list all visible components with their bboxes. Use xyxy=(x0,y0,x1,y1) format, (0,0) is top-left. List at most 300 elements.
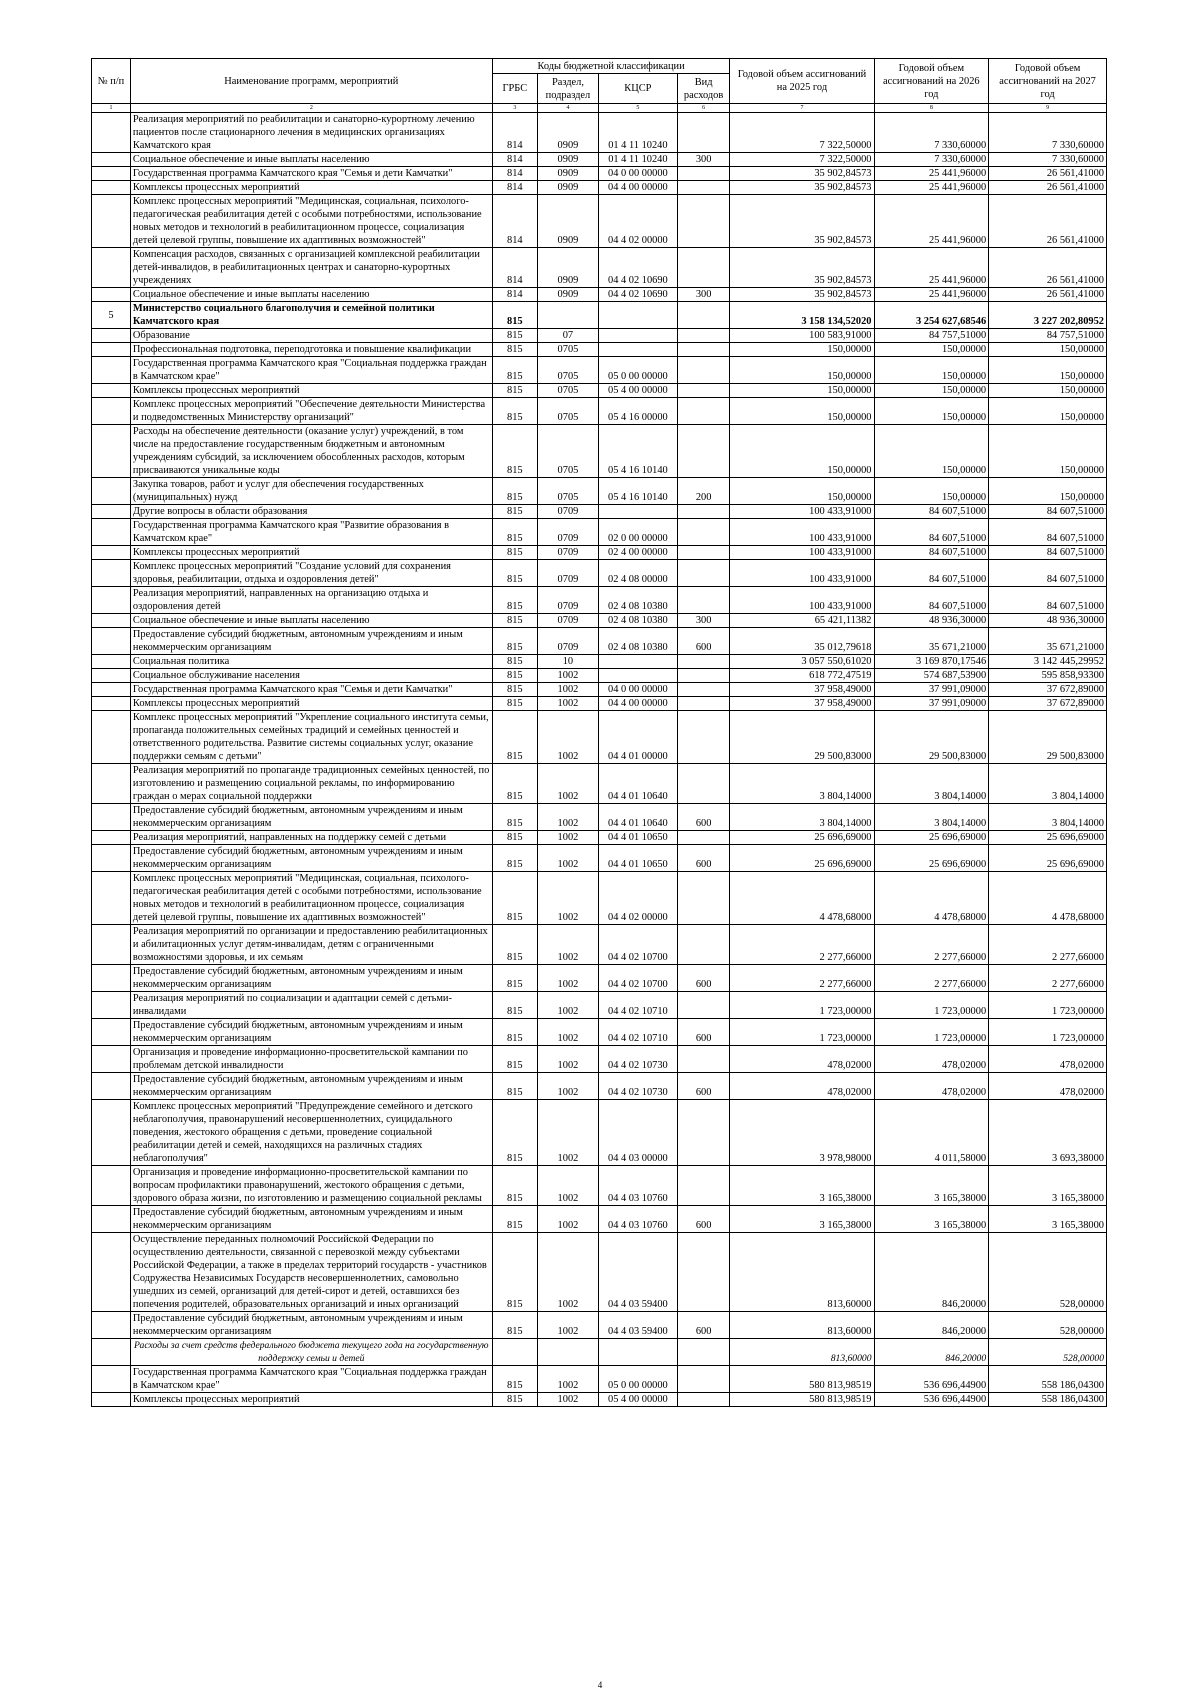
amount-2025: 7 322,50000 xyxy=(730,153,874,167)
amount-2027: 84 607,51000 xyxy=(989,587,1107,614)
item-name: Реализация мероприятий, направленных на поддержку семей с детьми xyxy=(130,831,492,845)
kcsr-code: 01 4 11 10240 xyxy=(598,153,677,167)
razdel-code: 1002 xyxy=(537,831,598,845)
kcsr-code: 05 4 16 00000 xyxy=(598,398,677,425)
razdel-code: 1002 xyxy=(537,669,598,683)
budget-table xyxy=(91,58,1107,1407)
razdel-code: 0705 xyxy=(537,384,598,398)
grbs-code: 815 xyxy=(492,329,537,343)
row-number xyxy=(92,519,131,546)
row-number xyxy=(92,288,131,302)
index-cell: 3 xyxy=(492,104,537,113)
row-number xyxy=(92,1100,131,1166)
vid-code xyxy=(677,560,730,587)
amount-2025: 7 322,50000 xyxy=(730,113,874,153)
kcsr-code: 04 4 01 10640 xyxy=(598,764,677,804)
kcsr-code: 02 4 08 10380 xyxy=(598,628,677,655)
kcsr-code: 05 0 00 00000 xyxy=(598,357,677,384)
table-row xyxy=(92,357,1107,384)
kcsr-code: 04 4 02 00000 xyxy=(598,195,677,248)
amount-2025: 150,00000 xyxy=(730,343,874,357)
amount-2027: 150,00000 xyxy=(989,384,1107,398)
amount-2026: 2 277,66000 xyxy=(874,965,989,992)
amount-2027: 25 696,69000 xyxy=(989,845,1107,872)
razdel-code: 1002 xyxy=(537,965,598,992)
vid-code xyxy=(677,1393,730,1407)
razdel-code: 0709 xyxy=(537,546,598,560)
item-name: Расходы на обеспечение деятельности (оказание услуг) учреждений, в том числе на предоставление государственным бюджетным и автономным учреждениям субсидий, за исключением обособленных расходов, которым присваиваются уникальные коды xyxy=(130,425,492,478)
amount-2026: 574 687,53900 xyxy=(874,669,989,683)
amount-2026: 84 757,51000 xyxy=(874,329,989,343)
item-name: Профессиональная подготовка, переподготовка и повышение квалификации xyxy=(130,343,492,357)
row-number xyxy=(92,1073,131,1100)
table-row xyxy=(92,628,1107,655)
amount-2025: 150,00000 xyxy=(730,425,874,478)
item-name: Предоставление субсидий бюджетным, автономным учреждениям и иным некоммерческим организациям xyxy=(130,1312,492,1339)
item-name: Комплекс процессных мероприятий "Укрепление социального института семьи, пропаганда положительных семейных традиций и семейных ценностей и ответственного родительства. Развитие системы социальных услуг, оказание поддержки семьям с детьми" xyxy=(130,711,492,764)
table-row xyxy=(92,248,1107,288)
table-row xyxy=(92,546,1107,560)
kcsr-code xyxy=(598,329,677,343)
row-number xyxy=(92,505,131,519)
item-name: Реализация мероприятий по пропаганде традиционных семейных ценностей, по изготовлению и размещению социальной рекламы, по информированию граждан о мерах социальной поддержки xyxy=(130,764,492,804)
vid-code: 600 xyxy=(677,1019,730,1046)
column-index-row xyxy=(92,104,1107,113)
kcsr-code xyxy=(598,655,677,669)
item-name: Осуществление переданных полномочий Российской Федерации по осуществлению деятельности, связанной с перевозкой между субъектами Российской Федерации, а также в пределах территорий государств - участников Содружества Независимых Государств несовершеннолетних, самовольно ушедших из семей, организаций для детей-сирот и детей, оставшихся без попечения родителей, образовательных организаций и иных организаций xyxy=(130,1233,492,1312)
kcsr-code: 04 0 00 00000 xyxy=(598,167,677,181)
grbs-code: 815 xyxy=(492,872,537,925)
amount-2027: 595 858,93300 xyxy=(989,669,1107,683)
amount-2025: 150,00000 xyxy=(730,357,874,384)
amount-2025: 3 165,38000 xyxy=(730,1166,874,1206)
row-number xyxy=(92,845,131,872)
amount-2027: 26 561,41000 xyxy=(989,195,1107,248)
table-row xyxy=(92,288,1107,302)
table-row xyxy=(92,711,1107,764)
grbs-code: 814 xyxy=(492,248,537,288)
amount-2026: 7 330,60000 xyxy=(874,113,989,153)
amount-2026: 25 441,96000 xyxy=(874,288,989,302)
table-row xyxy=(92,384,1107,398)
vid-code: 600 xyxy=(677,1312,730,1339)
amount-2027: 84 607,51000 xyxy=(989,560,1107,587)
grbs-code: 815 xyxy=(492,965,537,992)
item-name: Реализация мероприятий по реабилитации и санаторно-курортному лечению пациентов после стационарного лечения в медицинских организациях Камчатского края xyxy=(130,113,492,153)
table-row xyxy=(92,519,1107,546)
amount-2027: 26 561,41000 xyxy=(989,181,1107,195)
vid-code: 600 xyxy=(677,804,730,831)
table-row xyxy=(92,398,1107,425)
amount-2026: 150,00000 xyxy=(874,357,989,384)
amount-2025: 35 902,84573 xyxy=(730,195,874,248)
kcsr-code: 04 4 02 10730 xyxy=(598,1046,677,1073)
kcsr-code: 05 4 00 00000 xyxy=(598,384,677,398)
table-row xyxy=(92,872,1107,925)
amount-2027: 150,00000 xyxy=(989,425,1107,478)
vid-code xyxy=(677,425,730,478)
kcsr-code: 04 4 02 10710 xyxy=(598,1019,677,1046)
vid-code xyxy=(677,384,730,398)
row-number xyxy=(92,628,131,655)
item-name: Предоставление субсидий бюджетным, автономным учреждениям и иным некоммерческим организациям xyxy=(130,845,492,872)
row-number xyxy=(92,384,131,398)
amount-2025: 2 277,66000 xyxy=(730,965,874,992)
amount-2027: 528,00000 xyxy=(989,1233,1107,1312)
vid-code xyxy=(677,831,730,845)
vid-code: 300 xyxy=(677,153,730,167)
vid-code xyxy=(677,181,730,195)
kcsr-code: 04 4 03 59400 xyxy=(598,1312,677,1339)
budget-sheet xyxy=(91,58,1107,1407)
item-name: Предоставление субсидий бюджетным, автономным учреждениям и иным некоммерческим организациям xyxy=(130,628,492,655)
row-number xyxy=(92,546,131,560)
table-body xyxy=(92,113,1107,1407)
index-cell: 7 xyxy=(730,104,874,113)
amount-2026: 478,02000 xyxy=(874,1073,989,1100)
row-number xyxy=(92,925,131,965)
amount-2026: 150,00000 xyxy=(874,398,989,425)
row-number xyxy=(92,965,131,992)
row-number xyxy=(92,992,131,1019)
kcsr-code: 05 4 16 10140 xyxy=(598,425,677,478)
amount-2026: 150,00000 xyxy=(874,425,989,478)
amount-2027: 3 165,38000 xyxy=(989,1206,1107,1233)
table-row xyxy=(92,655,1107,669)
row-number xyxy=(92,683,131,697)
kcsr-code: 04 0 00 00000 xyxy=(598,683,677,697)
razdel-code: 0709 xyxy=(537,587,598,614)
item-name: Комплексы процессных мероприятий xyxy=(130,181,492,195)
grbs-code: 815 xyxy=(492,711,537,764)
vid-code: 200 xyxy=(677,478,730,505)
item-name: Организация и проведение информационно-просветительской кампании по вопросам профилактики правонарушений, жестокого обращения с детьми, здорового образа жизни, по изготовлению и размещению социальной рекламы xyxy=(130,1166,492,1206)
vid-code xyxy=(677,711,730,764)
amount-2025: 580 813,98519 xyxy=(730,1366,874,1393)
row-number xyxy=(92,697,131,711)
razdel-code: 1002 xyxy=(537,845,598,872)
grbs-code: 814 xyxy=(492,288,537,302)
amount-2026: 478,02000 xyxy=(874,1046,989,1073)
row-number xyxy=(92,181,131,195)
razdel-code: 0909 xyxy=(537,195,598,248)
item-name: Образование xyxy=(130,329,492,343)
table-row xyxy=(92,1073,1107,1100)
amount-2025: 580 813,98519 xyxy=(730,1393,874,1407)
kcsr-code xyxy=(598,1339,677,1366)
table-row xyxy=(92,804,1107,831)
grbs-code: 814 xyxy=(492,113,537,153)
col-name-header: Наименование программ, мероприятий xyxy=(130,59,492,104)
item-name: Министерство социального благополучия и семейной политики Камчатского края xyxy=(130,302,492,329)
amount-2026: 1 723,00000 xyxy=(874,992,989,1019)
kcsr-code: 04 4 02 10700 xyxy=(598,965,677,992)
row-number xyxy=(92,1206,131,1233)
grbs-code: 815 xyxy=(492,343,537,357)
vid-code xyxy=(677,505,730,519)
row-number xyxy=(92,1393,131,1407)
index-cell: 2 xyxy=(130,104,492,113)
grbs-code: 815 xyxy=(492,628,537,655)
table-row xyxy=(92,113,1107,153)
amount-2025: 100 433,91000 xyxy=(730,519,874,546)
item-name: Государственная программа Камчатского края "Семья и дети Камчатки" xyxy=(130,683,492,697)
amount-2027: 7 330,60000 xyxy=(989,113,1107,153)
kcsr-code: 04 4 03 10760 xyxy=(598,1166,677,1206)
razdel-code: 0709 xyxy=(537,505,598,519)
header-row-1 xyxy=(92,59,1107,74)
amount-2026: 150,00000 xyxy=(874,343,989,357)
grbs-code: 815 xyxy=(492,1166,537,1206)
item-name: Комплекс процессных мероприятий "Медицинская, социальная, психолого-педагогическая реабилитация детей с особыми потребностями, использование новых методов и технологий в реабилитационном процессе, социализация детей целевой группы, повышение их адаптивных возможностей" xyxy=(130,195,492,248)
amount-2027: 558 186,04300 xyxy=(989,1366,1107,1393)
page-number: 4 xyxy=(597,1680,603,1690)
razdel-code: 1002 xyxy=(537,1366,598,1393)
grbs-code: 815 xyxy=(492,1046,537,1073)
amount-2027: 150,00000 xyxy=(989,357,1107,384)
amount-2025: 100 433,91000 xyxy=(730,587,874,614)
item-name: Государственная программа Камчатского края "Развитие образования в Камчатском крае" xyxy=(130,519,492,546)
row-number xyxy=(92,343,131,357)
index-cell: 9 xyxy=(989,104,1107,113)
razdel-code: 1002 xyxy=(537,1166,598,1206)
col-2026-header: Годовой объем ассигнований на 2026 год xyxy=(874,59,989,104)
row-number xyxy=(92,1339,131,1366)
kcsr-code: 02 4 08 10380 xyxy=(598,614,677,628)
grbs-code: 815 xyxy=(492,398,537,425)
amount-2025: 2 277,66000 xyxy=(730,925,874,965)
row-number xyxy=(92,560,131,587)
amount-2027: 4 478,68000 xyxy=(989,872,1107,925)
vid-code xyxy=(677,587,730,614)
row-number xyxy=(92,357,131,384)
vid-code xyxy=(677,1339,730,1366)
amount-2026: 84 607,51000 xyxy=(874,587,989,614)
kcsr-code: 04 4 01 10650 xyxy=(598,831,677,845)
razdel-code xyxy=(537,1339,598,1366)
row-number xyxy=(92,804,131,831)
amount-2025: 813,60000 xyxy=(730,1312,874,1339)
amount-2026: 37 991,09000 xyxy=(874,697,989,711)
row-number xyxy=(92,1046,131,1073)
table-row xyxy=(92,302,1107,329)
amount-2025: 813,60000 xyxy=(730,1233,874,1312)
amount-2025: 3 158 134,52020 xyxy=(730,302,874,329)
amount-2025: 100 433,91000 xyxy=(730,560,874,587)
kcsr-code: 04 4 02 10690 xyxy=(598,248,677,288)
amount-2026: 3 165,38000 xyxy=(874,1166,989,1206)
item-name: Предоставление субсидий бюджетным, автономным учреждениям и иным некоммерческим организациям xyxy=(130,965,492,992)
amount-2026: 84 607,51000 xyxy=(874,519,989,546)
vid-code: 300 xyxy=(677,288,730,302)
row-number xyxy=(92,113,131,153)
razdel-code: 1002 xyxy=(537,1073,598,1100)
item-name: Другие вопросы в области образования xyxy=(130,505,492,519)
amount-2027: 3 693,38000 xyxy=(989,1100,1107,1166)
row-number xyxy=(92,425,131,478)
amount-2026: 7 330,60000 xyxy=(874,153,989,167)
amount-2026: 25 696,69000 xyxy=(874,831,989,845)
amount-2027: 150,00000 xyxy=(989,398,1107,425)
grbs-code: 815 xyxy=(492,1312,537,1339)
kcsr-code: 04 4 01 10650 xyxy=(598,845,677,872)
kcsr-code: 04 4 00 00000 xyxy=(598,697,677,711)
row-number xyxy=(92,1019,131,1046)
vid-code xyxy=(677,195,730,248)
kcsr-code: 01 4 11 10240 xyxy=(598,113,677,153)
amount-2027: 26 561,41000 xyxy=(989,167,1107,181)
row-number xyxy=(92,478,131,505)
grbs-code: 814 xyxy=(492,153,537,167)
table-row xyxy=(92,697,1107,711)
grbs-code: 815 xyxy=(492,519,537,546)
row-number xyxy=(92,711,131,764)
kcsr-code: 05 0 00 00000 xyxy=(598,1366,677,1393)
item-name: Предоставление субсидий бюджетным, автономным учреждениям и иным некоммерческим организациям xyxy=(130,1206,492,1233)
item-name: Закупка товаров, работ и услуг для обеспечения государственных (муниципальных) нужд xyxy=(130,478,492,505)
item-name: Предоставление субсидий бюджетным, автономным учреждениям и иным некоммерческим организациям xyxy=(130,804,492,831)
vid-code xyxy=(677,113,730,153)
grbs-code: 815 xyxy=(492,614,537,628)
grbs-code: 815 xyxy=(492,764,537,804)
index-cell: 4 xyxy=(537,104,598,113)
razdel-code: 0709 xyxy=(537,560,598,587)
grbs-code: 815 xyxy=(492,587,537,614)
table-row xyxy=(92,505,1107,519)
amount-2027: 84 757,51000 xyxy=(989,329,1107,343)
vid-code xyxy=(677,329,730,343)
amount-2025: 150,00000 xyxy=(730,398,874,425)
razdel-code: 10 xyxy=(537,655,598,669)
table-row xyxy=(92,1019,1107,1046)
table-row xyxy=(92,587,1107,614)
grbs-code: 815 xyxy=(492,1393,537,1407)
grbs-code: 815 xyxy=(492,560,537,587)
amount-2027: 37 672,89000 xyxy=(989,683,1107,697)
index-cell: 5 xyxy=(598,104,677,113)
kcsr-code: 04 4 03 00000 xyxy=(598,1100,677,1166)
item-name: Комплексы процессных мероприятий xyxy=(130,384,492,398)
kcsr-code: 05 4 16 10140 xyxy=(598,478,677,505)
amount-2027: 2 277,66000 xyxy=(989,965,1107,992)
item-name: Комплекс процессных мероприятий "Предупреждение семейного и детского неблагополучия, правонарушений несовершеннолетних, суицидального поведения, жестокого обращения с детьми, проведение социальной реабилитации детей и семей, находящихся на различных стадиях неблагополучия" xyxy=(130,1100,492,1166)
vid-code xyxy=(677,302,730,329)
amount-2027: 1 723,00000 xyxy=(989,1019,1107,1046)
amount-2025: 35 902,84573 xyxy=(730,288,874,302)
razdel-code: 1002 xyxy=(537,764,598,804)
amount-2026: 84 607,51000 xyxy=(874,546,989,560)
amount-2027: 528,00000 xyxy=(989,1339,1107,1366)
amount-2026: 25 441,96000 xyxy=(874,167,989,181)
amount-2025: 100 433,91000 xyxy=(730,505,874,519)
amount-2027: 528,00000 xyxy=(989,1312,1107,1339)
item-name: Реализация мероприятий по социализации и адаптации семей с детьми-инвалидами xyxy=(130,992,492,1019)
razdel-code: 1002 xyxy=(537,683,598,697)
item-name: Реализация мероприятий по организации и предоставлению реабилитационных и абилитационных услуг детям-инвалидам, детям с ограниченными возможностями здоровья, и их семьям xyxy=(130,925,492,965)
grbs-code: 815 xyxy=(492,302,537,329)
table-row xyxy=(92,845,1107,872)
item-name: Предоставление субсидий бюджетным, автономным учреждениям и иным некоммерческим организациям xyxy=(130,1073,492,1100)
vid-code xyxy=(677,357,730,384)
row-number xyxy=(92,831,131,845)
vid-code xyxy=(677,248,730,288)
vid-code: 600 xyxy=(677,1206,730,1233)
amount-2027: 150,00000 xyxy=(989,478,1107,505)
amount-2027: 3 804,14000 xyxy=(989,804,1107,831)
amount-2026: 35 671,21000 xyxy=(874,628,989,655)
col-razdel-header: Раздел, подраздел xyxy=(537,74,598,104)
amount-2027: 558 186,04300 xyxy=(989,1393,1107,1407)
amount-2027: 25 696,69000 xyxy=(989,831,1107,845)
amount-2025: 100 583,91000 xyxy=(730,329,874,343)
amount-2025: 3 978,98000 xyxy=(730,1100,874,1166)
grbs-code: 815 xyxy=(492,1019,537,1046)
amount-2025: 1 723,00000 xyxy=(730,1019,874,1046)
grbs-code: 815 xyxy=(492,1233,537,1312)
kcsr-code: 02 4 08 00000 xyxy=(598,560,677,587)
razdel-code: 0909 xyxy=(537,288,598,302)
row-number xyxy=(92,1166,131,1206)
razdel-code: 1002 xyxy=(537,1233,598,1312)
table-row xyxy=(92,1393,1107,1407)
table-row xyxy=(92,1100,1107,1166)
grbs-code: 815 xyxy=(492,655,537,669)
amount-2025: 25 696,69000 xyxy=(730,845,874,872)
table-row xyxy=(92,195,1107,248)
vid-code xyxy=(677,992,730,1019)
amount-2025: 150,00000 xyxy=(730,478,874,505)
razdel-code: 1002 xyxy=(537,1019,598,1046)
amount-2025: 478,02000 xyxy=(730,1046,874,1073)
amount-2027: 478,02000 xyxy=(989,1046,1107,1073)
amount-2026: 846,20000 xyxy=(874,1233,989,1312)
amount-2025: 3 057 550,61020 xyxy=(730,655,874,669)
vid-code: 600 xyxy=(677,628,730,655)
amount-2025: 1 723,00000 xyxy=(730,992,874,1019)
table-row xyxy=(92,614,1107,628)
vid-code xyxy=(677,398,730,425)
item-name: Социальное обеспечение и иные выплаты населению xyxy=(130,288,492,302)
amount-2026: 25 441,96000 xyxy=(874,195,989,248)
table-row xyxy=(92,181,1107,195)
item-name: Комплекс процессных мероприятий "Создание условий для сохранения здоровья, реабилитации, отдыха и оздоровления детей" xyxy=(130,560,492,587)
row-number xyxy=(92,153,131,167)
amount-2026: 846,20000 xyxy=(874,1312,989,1339)
razdel-code: 1002 xyxy=(537,872,598,925)
table-row xyxy=(92,329,1107,343)
vid-code xyxy=(677,167,730,181)
table-row xyxy=(92,560,1107,587)
item-name: Комплексы процессных мероприятий xyxy=(130,546,492,560)
amount-2027: 1 723,00000 xyxy=(989,992,1107,1019)
kcsr-code xyxy=(598,302,677,329)
vid-code xyxy=(677,519,730,546)
razdel-code: 0909 xyxy=(537,153,598,167)
razdel-code: 0909 xyxy=(537,181,598,195)
vid-code xyxy=(677,764,730,804)
razdel-code: 07 xyxy=(537,329,598,343)
amount-2027: 37 672,89000 xyxy=(989,697,1107,711)
row-number xyxy=(92,872,131,925)
table-row xyxy=(92,1312,1107,1339)
amount-2027: 35 671,21000 xyxy=(989,628,1107,655)
vid-code: 300 xyxy=(677,614,730,628)
item-name: Социальное обеспечение и иные выплаты населению xyxy=(130,614,492,628)
item-name: Социальное обеспечение и иные выплаты населению xyxy=(130,153,492,167)
grbs-code: 814 xyxy=(492,181,537,195)
vid-code xyxy=(677,1366,730,1393)
row-number xyxy=(92,1312,131,1339)
